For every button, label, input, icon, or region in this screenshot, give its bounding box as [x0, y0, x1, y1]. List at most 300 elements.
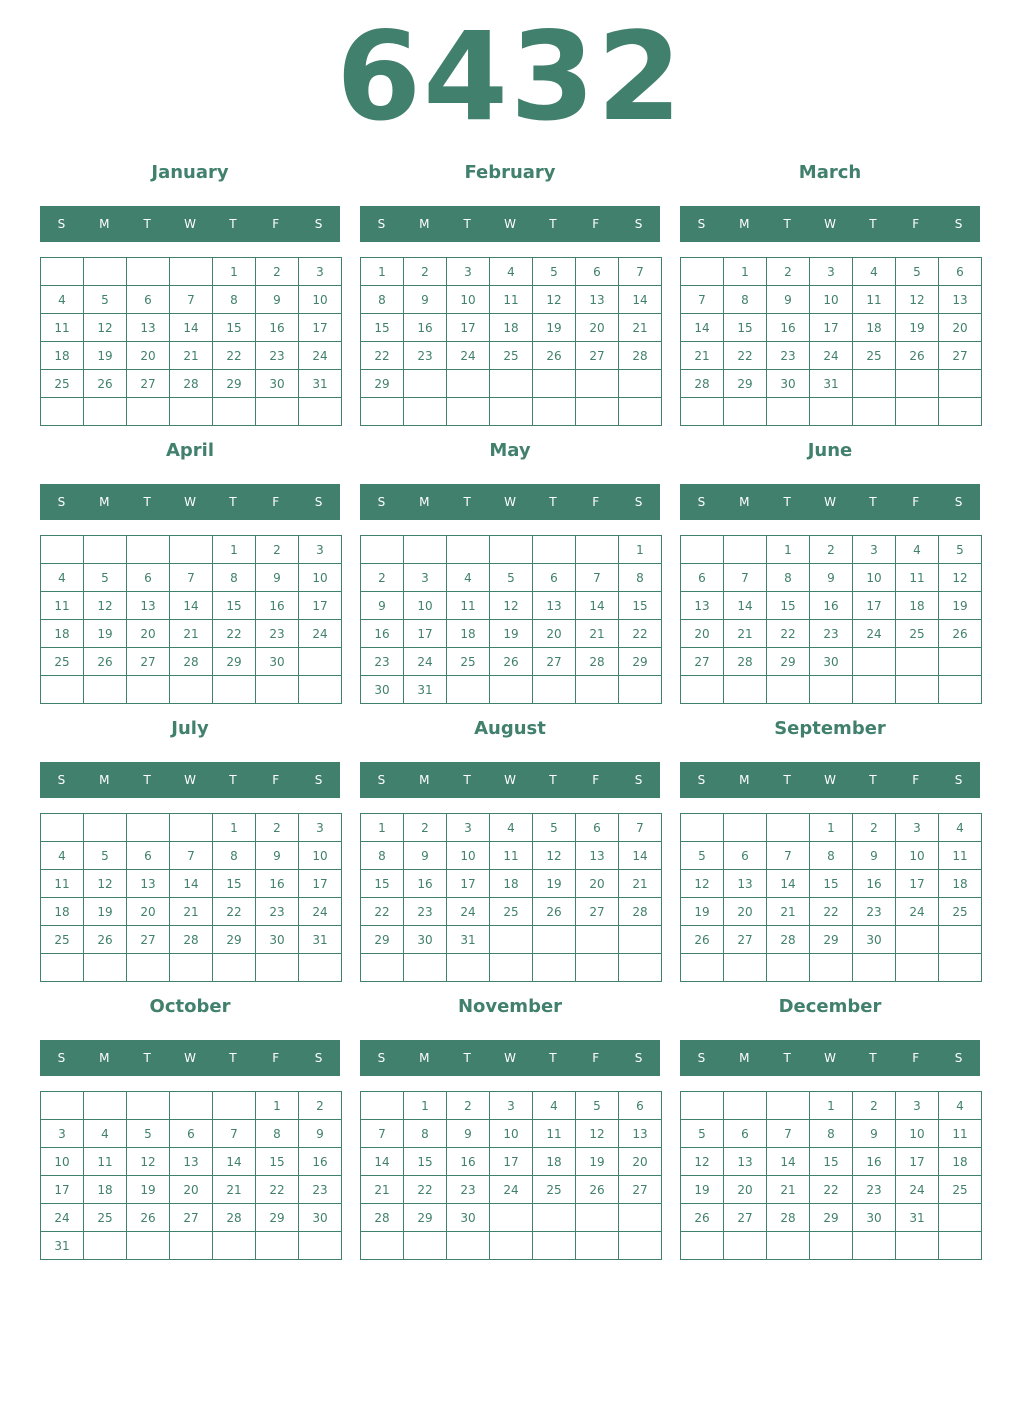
week-row: [361, 648, 662, 676]
day-cell: 1: [213, 536, 256, 564]
day-cell: 22: [361, 342, 404, 370]
day-cell: 18: [447, 620, 490, 648]
day-cell: 14: [361, 1148, 404, 1176]
day-cell: 27: [127, 370, 170, 398]
day-cell: [84, 954, 127, 982]
weekday-label: F: [592, 217, 600, 231]
day-cell: 26: [681, 926, 724, 954]
weekday-label: S: [697, 217, 706, 231]
day-cell: 2: [404, 258, 447, 286]
day-cell: 27: [576, 898, 619, 926]
day-cell: [810, 398, 853, 426]
day-cell: 25: [853, 342, 896, 370]
day-cell: [576, 676, 619, 704]
weekday-label: S: [634, 1051, 643, 1065]
day-cell: 2: [853, 814, 896, 842]
day-cell: 23: [361, 648, 404, 676]
day-cell: [767, 1092, 810, 1120]
week-row: [681, 954, 982, 982]
weekday-label: F: [272, 773, 280, 787]
day-cell: 21: [767, 898, 810, 926]
day-cell: 12: [576, 1120, 619, 1148]
day-cell: [404, 954, 447, 982]
weekday-label: S: [57, 495, 66, 509]
week-row: [361, 536, 662, 564]
day-cell: 29: [213, 648, 256, 676]
weekday-label: F: [912, 217, 920, 231]
day-cell: 18: [896, 592, 939, 620]
day-cell: 20: [127, 342, 170, 370]
day-cell: 23: [404, 898, 447, 926]
day-cell: 15: [619, 592, 662, 620]
weekday-label: W: [184, 495, 196, 509]
day-cell: [447, 954, 490, 982]
day-cell: 6: [576, 258, 619, 286]
day-cell: 3: [490, 1092, 533, 1120]
day-cell: 16: [361, 620, 404, 648]
day-cell: 16: [404, 314, 447, 342]
day-cell: 8: [213, 564, 256, 592]
day-cell: [576, 1204, 619, 1232]
month-name: May: [489, 440, 531, 461]
day-cell: [724, 676, 767, 704]
week-row: [361, 954, 662, 982]
day-cell: 24: [896, 1176, 939, 1204]
day-cell: 11: [41, 314, 84, 342]
week-row: [41, 258, 342, 286]
weekday-label: S: [377, 217, 386, 231]
weekday-label: M: [739, 217, 750, 231]
day-cell: 27: [724, 1204, 767, 1232]
day-cell: [939, 370, 982, 398]
weekday-label: S: [954, 773, 963, 787]
day-cell: 17: [299, 870, 342, 898]
day-cell: [127, 814, 170, 842]
day-cell: [533, 398, 576, 426]
day-cell: 7: [170, 842, 213, 870]
weekday-header: [40, 762, 340, 798]
day-cell: 23: [447, 1176, 490, 1204]
week-row: [361, 1176, 662, 1204]
day-cell: 23: [853, 898, 896, 926]
day-cell: [170, 398, 213, 426]
day-cell: 4: [41, 564, 84, 592]
day-cell: [681, 814, 724, 842]
day-cell: [681, 536, 724, 564]
day-cell: 29: [404, 1204, 447, 1232]
day-cell: [853, 370, 896, 398]
weekday-label: F: [912, 495, 920, 509]
day-cell: 5: [681, 842, 724, 870]
day-cell: 16: [299, 1148, 342, 1176]
day-cell: 23: [299, 1176, 342, 1204]
day-cell: [41, 1092, 84, 1120]
day-cell: 9: [404, 286, 447, 314]
day-cell: 19: [490, 620, 533, 648]
day-cell: 16: [810, 592, 853, 620]
day-cell: 4: [939, 1092, 982, 1120]
day-cell: [361, 1092, 404, 1120]
weekday-label: W: [824, 495, 836, 509]
day-cell: 1: [404, 1092, 447, 1120]
day-cell: 17: [41, 1176, 84, 1204]
day-cell: 18: [490, 314, 533, 342]
day-grid: [360, 1091, 662, 1260]
day-cell: 26: [939, 620, 982, 648]
day-cell: [170, 814, 213, 842]
day-cell: 24: [41, 1204, 84, 1232]
week-row: [41, 1148, 342, 1176]
day-cell: 20: [939, 314, 982, 342]
day-cell: 2: [447, 1092, 490, 1120]
day-cell: 28: [361, 1204, 404, 1232]
day-cell: 9: [256, 842, 299, 870]
day-cell: 12: [896, 286, 939, 314]
weekday-label: M: [739, 1051, 750, 1065]
weekday-header: [680, 762, 980, 798]
weekday-label: T: [783, 217, 791, 231]
week-row: [361, 1204, 662, 1232]
day-cell: 13: [576, 842, 619, 870]
day-cell: 31: [299, 370, 342, 398]
week-row: [681, 314, 982, 342]
day-cell: 8: [810, 1120, 853, 1148]
week-row: [361, 370, 662, 398]
weekday-label: S: [634, 217, 643, 231]
day-cell: [576, 954, 619, 982]
week-row: [41, 1092, 342, 1120]
day-cell: 16: [256, 314, 299, 342]
day-cell: 25: [447, 648, 490, 676]
day-cell: 3: [404, 564, 447, 592]
day-cell: [490, 398, 533, 426]
day-cell: 20: [576, 870, 619, 898]
day-cell: [490, 1204, 533, 1232]
day-cell: [299, 398, 342, 426]
day-cell: 9: [299, 1120, 342, 1148]
day-cell: [170, 258, 213, 286]
week-row: [681, 676, 982, 704]
week-row: [41, 1120, 342, 1148]
day-cell: [619, 398, 662, 426]
day-cell: 29: [724, 370, 767, 398]
day-cell: [939, 954, 982, 982]
day-cell: 29: [213, 370, 256, 398]
week-row: [41, 314, 342, 342]
day-cell: [127, 398, 170, 426]
day-cell: 4: [447, 564, 490, 592]
day-cell: 3: [447, 814, 490, 842]
week-row: [41, 370, 342, 398]
day-cell: 24: [299, 620, 342, 648]
weekday-label: T: [229, 217, 237, 231]
week-row: [41, 954, 342, 982]
day-cell: [724, 954, 767, 982]
day-cell: [41, 954, 84, 982]
day-cell: [853, 954, 896, 982]
weekday-label: W: [824, 217, 836, 231]
day-cell: 7: [170, 564, 213, 592]
day-cell: 27: [170, 1204, 213, 1232]
day-cell: 12: [533, 286, 576, 314]
day-cell: 9: [853, 1120, 896, 1148]
month-name: June: [807, 440, 853, 461]
weekday-label: T: [869, 217, 877, 231]
day-cell: 11: [447, 592, 490, 620]
day-grid: [40, 813, 342, 982]
week-row: [361, 1120, 662, 1148]
day-grid: [680, 257, 982, 426]
weekday-label: M: [419, 495, 430, 509]
day-cell: 30: [299, 1204, 342, 1232]
weekday-label: S: [314, 1051, 323, 1065]
day-cell: 13: [619, 1120, 662, 1148]
day-cell: [619, 954, 662, 982]
day-cell: 15: [213, 314, 256, 342]
day-cell: 24: [853, 620, 896, 648]
day-cell: 24: [299, 342, 342, 370]
day-cell: 1: [213, 814, 256, 842]
day-cell: 6: [724, 842, 767, 870]
week-row: [681, 398, 982, 426]
week-row: [681, 370, 982, 398]
week-row: [361, 676, 662, 704]
day-cell: 25: [939, 1176, 982, 1204]
day-cell: 10: [896, 1120, 939, 1148]
day-cell: 30: [404, 926, 447, 954]
day-cell: 17: [896, 1148, 939, 1176]
day-cell: 19: [896, 314, 939, 342]
day-cell: 15: [213, 592, 256, 620]
week-row: [681, 342, 982, 370]
day-cell: 7: [724, 564, 767, 592]
weekday-label: F: [912, 1051, 920, 1065]
day-cell: 8: [724, 286, 767, 314]
day-cell: [299, 676, 342, 704]
day-cell: [213, 676, 256, 704]
day-cell: 28: [170, 370, 213, 398]
day-cell: [939, 676, 982, 704]
day-cell: 17: [404, 620, 447, 648]
week-row: [681, 1176, 982, 1204]
day-cell: [213, 398, 256, 426]
weekday-label: W: [184, 773, 196, 787]
day-cell: 7: [619, 258, 662, 286]
day-cell: 21: [767, 1176, 810, 1204]
day-cell: [767, 814, 810, 842]
day-cell: 16: [853, 1148, 896, 1176]
day-cell: 20: [724, 1176, 767, 1204]
day-cell: [127, 954, 170, 982]
day-cell: 5: [681, 1120, 724, 1148]
day-cell: 22: [361, 898, 404, 926]
weekday-label: S: [314, 217, 323, 231]
day-cell: 8: [361, 842, 404, 870]
day-cell: [404, 1232, 447, 1260]
day-cell: [170, 536, 213, 564]
weekday-label: S: [634, 495, 643, 509]
day-cell: [724, 1232, 767, 1260]
day-cell: 24: [490, 1176, 533, 1204]
week-row: [681, 898, 982, 926]
day-cell: 30: [810, 648, 853, 676]
week-row: [41, 842, 342, 870]
day-cell: 16: [447, 1148, 490, 1176]
day-cell: 22: [810, 898, 853, 926]
day-cell: 11: [490, 286, 533, 314]
weekday-label: S: [697, 495, 706, 509]
day-cell: 1: [213, 258, 256, 286]
day-cell: 30: [256, 648, 299, 676]
week-row: [681, 648, 982, 676]
day-cell: 29: [361, 370, 404, 398]
day-cell: 19: [533, 870, 576, 898]
week-row: [361, 814, 662, 842]
day-cell: 4: [41, 286, 84, 314]
day-cell: 14: [681, 314, 724, 342]
weekday-header: [680, 1040, 980, 1076]
day-cell: 2: [767, 258, 810, 286]
day-grid: [680, 1091, 982, 1260]
day-cell: 17: [299, 592, 342, 620]
day-cell: 6: [619, 1092, 662, 1120]
day-cell: 24: [810, 342, 853, 370]
day-cell: [490, 954, 533, 982]
day-cell: 17: [490, 1148, 533, 1176]
day-cell: [447, 370, 490, 398]
day-grid: [360, 257, 662, 426]
week-row: [681, 592, 982, 620]
day-cell: 16: [404, 870, 447, 898]
weekday-label: S: [634, 773, 643, 787]
day-cell: 11: [939, 842, 982, 870]
weekday-label: T: [549, 1051, 557, 1065]
day-cell: 10: [810, 286, 853, 314]
weekday-label: S: [954, 495, 963, 509]
day-cell: [84, 1092, 127, 1120]
day-cell: [681, 1232, 724, 1260]
day-cell: 26: [576, 1176, 619, 1204]
day-cell: [853, 648, 896, 676]
day-cell: 9: [256, 564, 299, 592]
day-cell: 23: [810, 620, 853, 648]
day-cell: 17: [299, 314, 342, 342]
week-row: [361, 592, 662, 620]
week-row: [681, 1148, 982, 1176]
week-row: [41, 1232, 342, 1260]
day-cell: 23: [404, 342, 447, 370]
day-cell: [853, 1232, 896, 1260]
day-cell: [681, 676, 724, 704]
day-grid: [40, 535, 342, 704]
weekday-label: T: [143, 217, 151, 231]
day-cell: 3: [810, 258, 853, 286]
day-cell: 1: [767, 536, 810, 564]
day-cell: 4: [490, 814, 533, 842]
week-row: [681, 870, 982, 898]
week-row: [681, 620, 982, 648]
day-cell: 24: [896, 898, 939, 926]
day-cell: 15: [810, 1148, 853, 1176]
day-cell: 13: [533, 592, 576, 620]
day-cell: [533, 1232, 576, 1260]
day-cell: 29: [256, 1204, 299, 1232]
day-cell: 25: [490, 342, 533, 370]
day-cell: [939, 1204, 982, 1232]
weekday-header: [40, 484, 340, 520]
day-cell: 12: [533, 842, 576, 870]
weekday-header: [680, 206, 980, 242]
day-cell: 19: [576, 1148, 619, 1176]
day-cell: 30: [256, 370, 299, 398]
day-cell: 3: [41, 1120, 84, 1148]
week-row: [361, 258, 662, 286]
weekday-label: T: [229, 1051, 237, 1065]
day-cell: 2: [404, 814, 447, 842]
day-cell: 6: [576, 814, 619, 842]
day-cell: 21: [576, 620, 619, 648]
week-row: [41, 1204, 342, 1232]
day-cell: 23: [256, 620, 299, 648]
weekday-label: M: [419, 773, 430, 787]
day-cell: 14: [619, 842, 662, 870]
weekday-label: S: [57, 1051, 66, 1065]
day-cell: 29: [361, 926, 404, 954]
day-cell: [41, 398, 84, 426]
weekday-label: M: [739, 773, 750, 787]
day-cell: [619, 676, 662, 704]
day-cell: [299, 1232, 342, 1260]
day-cell: 10: [299, 564, 342, 592]
day-cell: 18: [84, 1176, 127, 1204]
day-cell: 4: [84, 1120, 127, 1148]
day-cell: 22: [767, 620, 810, 648]
day-cell: 5: [84, 286, 127, 314]
day-cell: [447, 536, 490, 564]
day-cell: 1: [619, 536, 662, 564]
day-cell: 26: [896, 342, 939, 370]
day-cell: 5: [127, 1120, 170, 1148]
day-cell: 5: [533, 258, 576, 286]
day-cell: 9: [404, 842, 447, 870]
day-cell: 31: [41, 1232, 84, 1260]
day-cell: [84, 536, 127, 564]
day-cell: 20: [576, 314, 619, 342]
day-cell: 10: [853, 564, 896, 592]
day-cell: [41, 536, 84, 564]
day-cell: 25: [41, 370, 84, 398]
day-cell: 18: [939, 870, 982, 898]
weekday-label: M: [99, 217, 110, 231]
week-row: [41, 676, 342, 704]
day-cell: 31: [299, 926, 342, 954]
day-cell: 3: [447, 258, 490, 286]
day-cell: 17: [853, 592, 896, 620]
day-cell: [127, 1232, 170, 1260]
day-cell: 6: [681, 564, 724, 592]
weekday-label: W: [824, 773, 836, 787]
week-row: [361, 870, 662, 898]
day-cell: 10: [41, 1148, 84, 1176]
day-cell: 12: [127, 1148, 170, 1176]
day-cell: 29: [767, 648, 810, 676]
day-cell: 6: [127, 564, 170, 592]
day-cell: [490, 370, 533, 398]
day-cell: [896, 1232, 939, 1260]
day-cell: 29: [619, 648, 662, 676]
day-cell: 21: [619, 314, 662, 342]
day-cell: 30: [853, 1204, 896, 1232]
